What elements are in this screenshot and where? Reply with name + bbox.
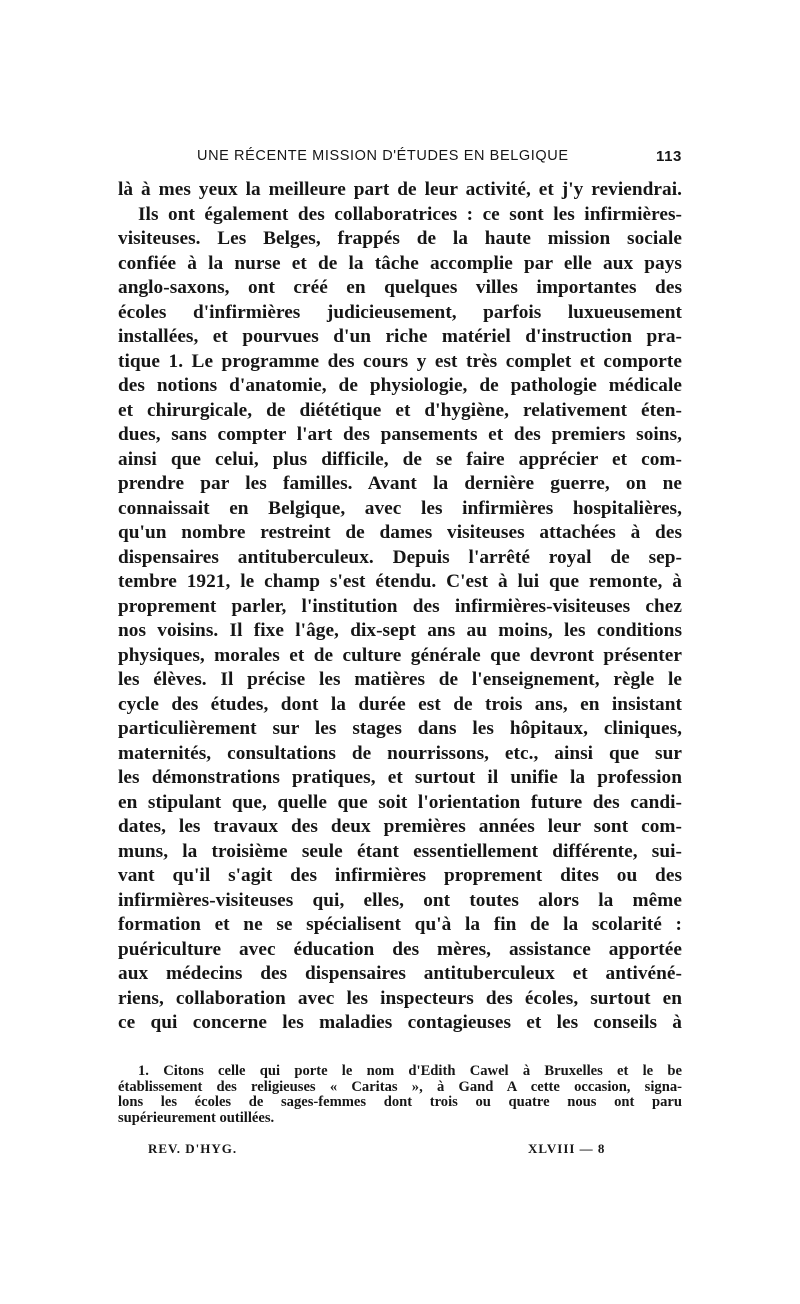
text-line: nos voisins. Il fixe l'âge, dix-sept ans au moins, les conditions bbox=[118, 620, 682, 641]
footnotes bbox=[118, 1064, 682, 1126]
footnote-line: supérieurement outillées. bbox=[118, 1109, 275, 1126]
volume-signature: XLVIII — 8 bbox=[528, 1141, 606, 1156]
text-line: muns, la troisième seule étant essentiellement différente, sui- bbox=[118, 840, 682, 862]
running-header bbox=[118, 148, 682, 168]
text-line: physiques, morales et de culture générale que devront présenter bbox=[118, 644, 682, 666]
text-line: dues, sans compter l'art des pansements et des premiers soins, bbox=[118, 424, 682, 445]
text-line: anglo-saxons, ont créé en quelques villes importantes des bbox=[118, 277, 682, 298]
text-line: les élèves. Il précise les matières de l'enseignement, règle le bbox=[118, 669, 682, 690]
text-line: maternités, consultations de nourrissons, etc., ainsi que sur bbox=[118, 742, 682, 764]
text-line: dates, les travaux des deux premières années leur sont com- bbox=[118, 816, 682, 837]
footnote-line: 1. Citons celle qui porte le nom d'Edith Cawel à Bruxelles et le be bbox=[138, 1063, 682, 1079]
text-line: confiée à la nurse et de la tâche accomplie par elle aux pays bbox=[118, 252, 682, 274]
text-line: et chirurgicale, de diététique et d'hygiène, relativement éten- bbox=[118, 399, 682, 421]
page-footer bbox=[148, 1141, 682, 1161]
journal-signature: REV. D'HYG. bbox=[148, 1141, 238, 1156]
text-line: les démonstrations pratiques, et surtout il unifie la profession bbox=[118, 767, 682, 788]
text-line: installées, et pourvues d'un riche matériel d'instruction pra- bbox=[118, 326, 682, 347]
text-line: riens, collaboration avec les inspecteurs des écoles, surtout en bbox=[118, 987, 682, 1009]
text-line: dispensaires antituberculeux. Depuis l'arrêté royal de sep- bbox=[118, 546, 682, 568]
text-line: tembre 1921, le champ s'est étendu. C'est à lui que remonte, à bbox=[118, 571, 682, 592]
text-line: infirmières-visiteuses qui, elles, ont toutes alors la même bbox=[118, 889, 682, 911]
page-number: 113 bbox=[656, 148, 682, 165]
text-line: qu'un nombre restreint de dames visiteuses attachées à des bbox=[118, 522, 682, 543]
text-line: Ils ont également des collaboratrices : ce sont les infirmières- bbox=[138, 203, 682, 225]
text-line: là à mes yeux la meilleure part de leur activité, et j'y reviendrai. bbox=[118, 179, 682, 200]
text-line: prendre par les familles. Avant la dernière guerre, on ne bbox=[118, 473, 682, 494]
footnote-line: établissement des religieuses « Caritas », à Gand A cette occasion, signa- bbox=[118, 1078, 682, 1095]
text-line: tique 1. Le programme des cours y est très complet et comporte bbox=[118, 350, 682, 372]
text-line: ce qui concerne les maladies contagieuses et les conseils à bbox=[118, 1012, 682, 1033]
text-line: puériculture avec éducation des mères, assistance apportée bbox=[118, 938, 682, 960]
body-text bbox=[118, 178, 682, 1036]
text-line: connaissait en Belgique, avec les infirmières hospitalières, bbox=[118, 497, 682, 519]
running-title: UNE RÉCENTE MISSION D'ÉTUDES EN BELGIQUE bbox=[197, 148, 569, 164]
text-line: proprement parler, l'institution des infirmières-visiteuses chez bbox=[118, 595, 682, 617]
text-line: formation et ne se spécialisent qu'à la fin de la scolarité : bbox=[118, 914, 682, 935]
text-line: cycle des études, dont la durée est de trois ans, en insistant bbox=[118, 693, 682, 715]
text-line: particulièrement sur les stages dans les hôpitaux, cliniques, bbox=[118, 718, 682, 739]
text-line: en stipulant que, quelle que soit l'orientation future des candi- bbox=[118, 791, 682, 813]
text-line: vant qu'il s'agit des infirmières proprement dites ou des bbox=[118, 865, 682, 886]
text-line: des notions d'anatomie, de physiologie, de pathologie médicale bbox=[118, 375, 682, 396]
text-line: écoles d'infirmières judicieusement, parfois luxueusement bbox=[118, 301, 682, 323]
text-line: visiteuses. Les Belges, frappés de la haute mission sociale bbox=[118, 228, 682, 249]
text-line: ainsi que celui, plus difficile, de se faire apprécier et com- bbox=[118, 448, 682, 470]
text-line: aux médecins des dispensaires antituberculeux et antivéné- bbox=[118, 963, 682, 984]
footnote-line: lons les écoles de sages-femmes dont trois ou quatre nous ont paru bbox=[118, 1094, 682, 1110]
